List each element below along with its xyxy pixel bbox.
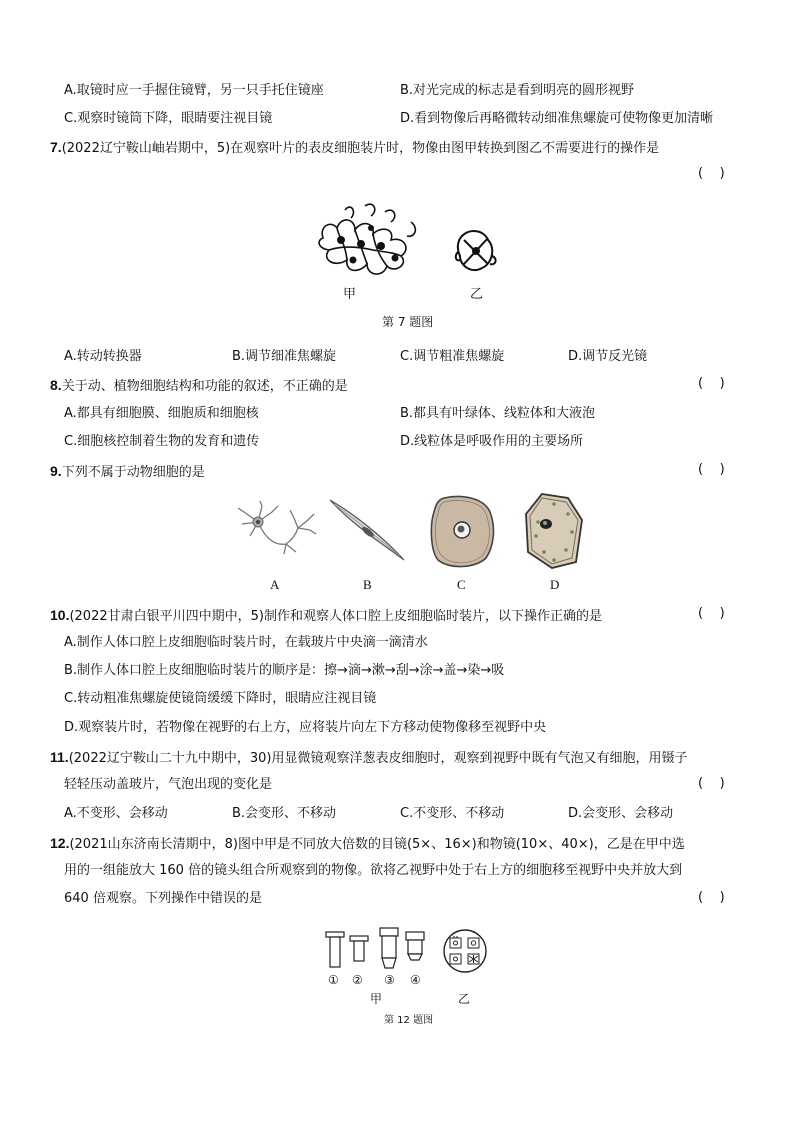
q11-option-b: B.会变形、不移动 [232,806,337,821]
q7-option-a: A.转动转换器 [64,349,142,364]
q7-caption: 第 7 题图 [382,315,434,329]
q12-label-yi: 乙 [458,992,471,1006]
q11-option-a: A.不变形、会移动 [64,806,168,821]
q7-option-b: B.调节细准焦螺旋 [232,349,337,364]
q6-option-d: D.看到物像后再略微转动细准焦螺旋可使物像更加清晰 [400,111,714,126]
q7-stem-text: (2022辽宁鞍山岫岩期中，5)在观察叶片的表皮细胞装片时，物像由图甲转换到图乙不需要进行的操作是 [61,141,660,156]
q8-number: 8. [50,377,62,393]
q7-number: 7. [50,139,62,155]
q12-answer-paren: ( ) [698,890,725,905]
q9-figure-d-plant-cell [524,492,584,570]
q9-answer-paren: ( ) [698,462,725,477]
q7-label-jia: 甲 [343,287,357,302]
q9-figure-c-round-cell [428,494,496,570]
q9-figure-b-muscle-cell [326,496,408,564]
q11-number: 11. [50,749,69,765]
q9-label-b: B [363,577,372,592]
q11-stem-line1 [50,748,687,768]
q9-stem-text: 下列不属于动物细胞的是 [61,465,205,480]
q8-option-d: D.线粒体是呼吸作用的主要场所 [400,434,584,449]
q10-number: 10. [50,607,70,623]
q12-stem-line1 [50,834,685,854]
q8-stem-text: 关于动、植物细胞结构和功能的叙述，不正确的是 [61,379,348,394]
q7-option-d: D.调节反光镜 [568,349,648,364]
q9-stem [50,462,205,482]
q10-answer-paren: ( ) [698,606,725,621]
q12-figure-jia-lenses [322,926,434,974]
q6-option-c: C.观察时镜筒下降，眼睛要注视目镜 [64,111,273,126]
q7-option-c: C.调节粗准焦螺旋 [400,349,505,364]
q10-stem-text: (2022甘肃白银平川四中期中，5)制作和观察人体口腔上皮细胞临时装片，以下操作正确的是 [69,609,602,624]
q12-stem-line2: 用的一组能放大 160 倍的镜头组合所观察到的物像。欲将乙视野中处于右上方的细胞移至视野中央并放大到 [64,863,683,878]
q12-figure-yi-field-of-view [442,928,488,974]
q8-option-c: C.细胞核控制着生物的发育和遗传 [64,434,260,449]
q9-number: 9. [50,463,62,479]
q7-stem [50,138,659,158]
q12-caption: 第 12 题图 [384,1015,434,1026]
q11-answer-paren: ( ) [698,776,725,791]
q12-lens-label-2: ② [352,973,363,987]
q12-lens-label-4: ④ [410,973,421,987]
q7-answer-paren: ( ) [698,166,725,181]
q8-stem [50,376,348,396]
q9-label-d: D [550,577,560,592]
q9-figure-a-neuron [236,500,318,558]
q8-option-a: A.都具有细胞膜、细胞质和细胞核 [64,406,259,421]
q6-option-b: B.对光完成的标志是看到明亮的圆形视野 [400,83,635,98]
q12-lens-label-1: ① [328,973,339,987]
q12-number: 12. [50,835,70,851]
q11-option-d: D.会变形、会移动 [568,806,674,821]
q10-option-a: A.制作人体口腔上皮细胞临时装片时，在载玻片中央滴一滴清水 [64,635,428,650]
q9-label-c: C [457,577,466,592]
q8-option-b: B.都具有叶绿体、线粒体和大液泡 [400,406,596,421]
q7-figure-jia-cells [315,198,425,280]
q6-option-a: A.取镜时应一手握住镜臂，另一只手托住镜座 [64,83,324,98]
q7-figure-yi-cell [454,226,498,274]
q10-option-b: B.制作人体口腔上皮细胞临时装片的顺序是：擦→滴→漱→刮→涂→盖→染→吸 [64,663,505,678]
q11-stem-text-1: (2022辽宁鞍山二十九中期中，30)用显微镜观察洋葱表皮细胞时，观察到视野中既有气泡又有细胞，用镊子 [68,751,688,766]
q9-label-a: A [270,577,280,592]
q10-option-c: C.转动粗准焦螺旋使镜筒缓缓下降时，眼睛应注视目镜 [64,691,377,706]
q12-lens-label-3: ③ [384,973,395,987]
q10-option-d: D.观察装片时，若物像在视野的右上方，应将装片向左下方移动使物像移至视野中央 [64,720,547,735]
q11-stem-line2: 轻轻压动盖玻片，气泡出现的变化是 [64,777,273,792]
q7-label-yi: 乙 [470,287,484,302]
q12-label-jia: 甲 [370,992,383,1006]
q10-stem [50,606,602,626]
q8-answer-paren: ( ) [698,376,725,391]
q11-option-c: C.不变形、不移动 [400,806,505,821]
q12-stem-text-1: (2021山东济南长清期中，8)图中甲是不同放大倍数的目镜(5×、16×)和物镜(10×、40×)，乙是在甲中选 [69,837,685,852]
q12-stem-line3: 640 倍观察。下列操作中错误的是 [64,891,262,906]
